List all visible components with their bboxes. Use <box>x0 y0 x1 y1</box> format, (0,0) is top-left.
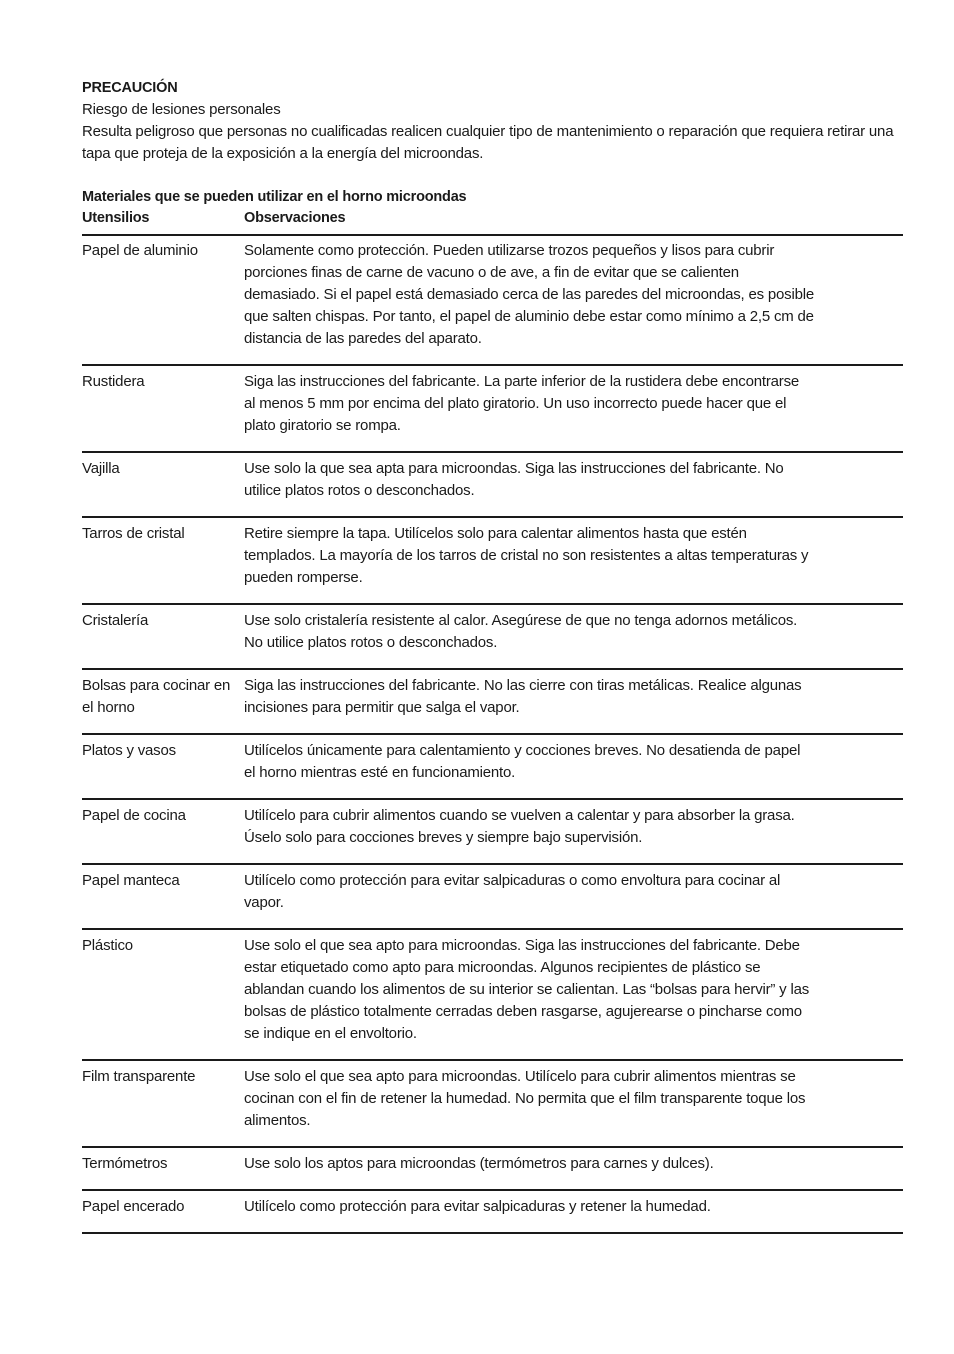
notes-cell: Use solo la que sea apta para microondas. Siga las instrucciones del fabricante. No utilice platos rotos o desconchados. <box>244 460 784 499</box>
document-page <box>82 77 903 1234</box>
notes-cell: Use solo los aptos para microondas (termómetros para carnes y dulces). <box>244 1155 714 1172</box>
utensil-cell: Papel de aluminio <box>82 242 198 259</box>
caution-text: Resulta peligroso que personas no cualificadas realicen cualquier tipo de mantenimiento o reparación que requiera retirar una tapa que proteja de la exposición a la energía del microondas. <box>82 123 894 162</box>
table-row <box>82 735 903 800</box>
materials-table <box>82 208 903 1234</box>
table-row <box>82 865 903 930</box>
table-caption: Materiales que se pueden utilizar en el horno microondas <box>82 189 467 205</box>
table-row <box>82 1191 903 1234</box>
table-row <box>82 1148 903 1191</box>
utensil-cell: Vajilla <box>82 460 120 477</box>
utensil-cell: Platos y vasos <box>82 742 176 759</box>
table-header <box>82 208 903 236</box>
notes-cell: Utilícelos únicamente para calentamiento y cocciones breves. No desatienda de papel el horno mientras esté en funcionamiento. <box>244 742 801 781</box>
caution-title: PRECAUCIÓN <box>82 80 178 96</box>
notes-cell: Siga las instrucciones del fabricante. La parte inferior de la rustidera debe encontrarse al menos 5 mm por encima del plato giratorio. Un uso incorrecto puede hacer que el plato giratorio se rompa. <box>244 373 800 434</box>
caution-section <box>82 77 903 165</box>
utensil-cell: Cristalería <box>82 612 149 629</box>
utensil-cell: Papel manteca <box>82 872 180 889</box>
header-notes: Observaciones <box>244 210 346 226</box>
notes-cell: Utilícelo como protección para evitar salpicaduras o como envoltura para cocinar al vapor. <box>244 872 781 911</box>
table-row <box>82 518 903 605</box>
utensil-cell: Tarros de cristal <box>82 525 185 542</box>
table-row <box>82 670 903 735</box>
utensil-cell: Bolsas para cocinar en el horno <box>82 677 231 716</box>
table-body <box>82 236 903 1234</box>
notes-cell: Utilícelo para cubrir alimentos cuando se vuelven a calentar y para absorber la grasa. Úselo solo para cocciones breves y siempre bajo supervisión. <box>244 807 795 846</box>
notes-cell: Use solo el que sea apto para microondas. Siga las instrucciones del fabricante. Debe estar etiquetado como apto para microondas. Algunos recipientes de plástico se ablandan cuando los alimentos de su interior se calientan. Las “bolsas para hervir” y las bolsas de plástico totalmente cerradas deben rasgarse, agujerearse o pincharse como se indique en el envoltorio. <box>244 937 810 1042</box>
notes-cell: Use solo cristalería resistente al calor. Asegúrese de que no tenga adornos metálicos. No utilice platos rotos o desconchados. <box>244 612 798 651</box>
table-row <box>82 930 903 1061</box>
table-row <box>82 366 903 453</box>
utensil-cell: Termómetros <box>82 1155 168 1172</box>
utensil-cell: Papel de cocina <box>82 807 186 824</box>
utensil-cell: Rustidera <box>82 373 145 390</box>
header-utensils: Utensilios <box>82 210 150 226</box>
table-row <box>82 800 903 865</box>
table-row <box>82 1061 903 1148</box>
notes-cell: Retire siempre la tapa. Utilícelos solo para calentar alimentos hasta que estén templados. La mayoría de los tarros de cristal no son resistentes a altas temperaturas y pueden romperse. <box>244 525 809 586</box>
utensil-cell: Film transparente <box>82 1068 196 1085</box>
table-row <box>82 236 903 366</box>
table-row <box>82 453 903 518</box>
notes-cell: Solamente como protección. Pueden utilizarse trozos pequeños y lisos para cubrir porciones finas de carne de vacuno o de ave, a fin de evitar que se calienten demasiado. Si el papel está demasiado cerca de las paredes del microondas, es posible que salten chispas. Por tanto, el papel de aluminio debe estar como mínimo a 2,5 cm de distancia de las paredes del aparato. <box>244 242 815 347</box>
utensil-cell: Plástico <box>82 937 133 954</box>
caution-subtitle: Riesgo de lesiones personales <box>82 101 281 118</box>
notes-cell: Utilícelo como protección para evitar salpicaduras y retener la humedad. <box>244 1198 711 1215</box>
notes-cell: Use solo el que sea apto para microondas. Utilícelo para cubrir alimentos mientras se cocinan con el fin de retener la humedad. No permita que el film transparente toque los alimentos. <box>244 1068 806 1129</box>
notes-cell: Siga las instrucciones del fabricante. No las cierre con tiras metálicas. Realice algunas incisiones para permitir que salga el vapor. <box>244 677 802 716</box>
utensil-cell: Papel encerado <box>82 1198 185 1215</box>
table-row <box>82 605 903 670</box>
